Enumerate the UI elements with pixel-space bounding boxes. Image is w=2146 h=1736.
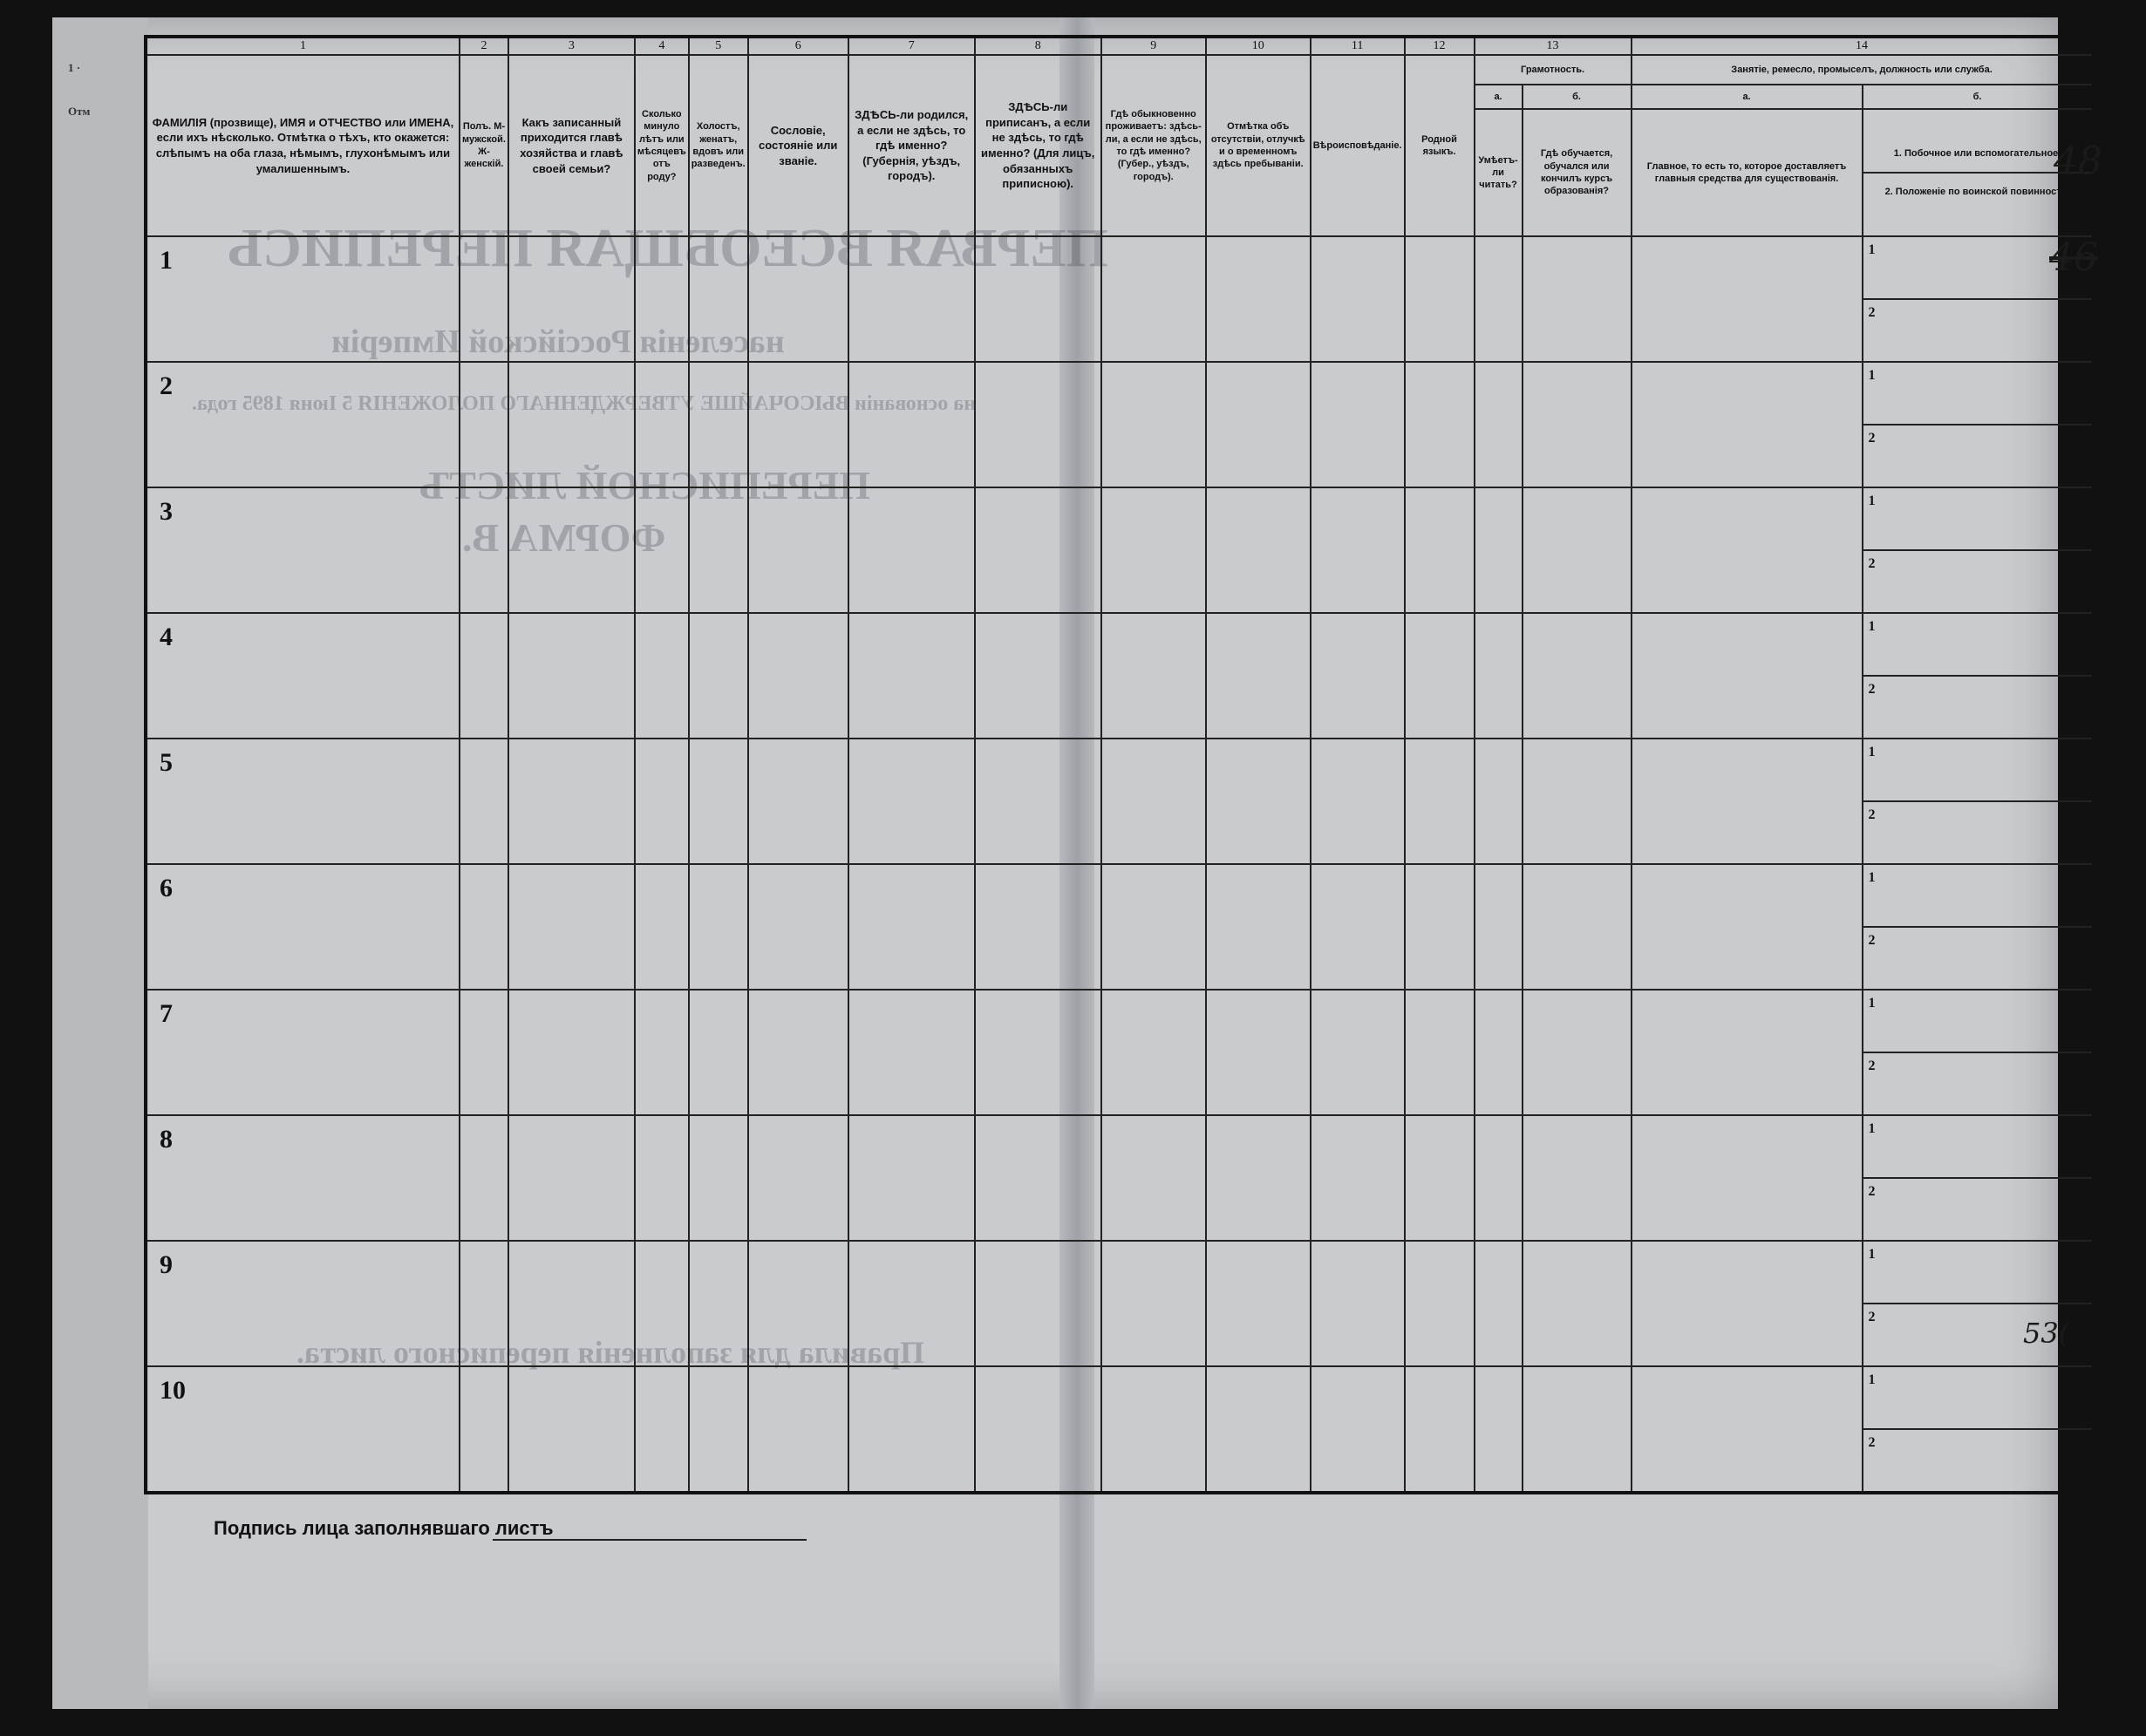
census-form-table xyxy=(144,35,2095,1494)
form-cell[interactable] xyxy=(848,362,975,487)
form-cell[interactable] xyxy=(975,487,1101,613)
form-cell[interactable] xyxy=(1632,1366,1863,1493)
form-cell[interactable] xyxy=(460,1115,508,1241)
table-row xyxy=(146,487,2094,550)
header-can-read: Умѣетъ-ли читать? xyxy=(1475,109,1523,236)
person-name-cell[interactable] xyxy=(146,487,460,613)
header-relation: Какъ записанный приходится главѣ хозяйства и главѣ своей семьи? xyxy=(508,55,635,236)
form-cell[interactable] xyxy=(635,236,689,362)
header-education: Гдѣ обучается, обучался или кончилъ курсъ образованія? xyxy=(1523,109,1632,236)
header-literacy-b: б. xyxy=(1523,85,1632,109)
left-margin-strip xyxy=(52,17,148,1709)
form-cell[interactable] xyxy=(975,1366,1101,1493)
sub-row-number: 2 xyxy=(1868,1310,1876,1324)
row-number: 10 xyxy=(160,1376,186,1405)
form-cell[interactable] xyxy=(1101,487,1206,613)
sub-row-number: 1 xyxy=(1868,1247,1876,1262)
ghost-title: ПЕРВАЯ ВСЕОБЩАЯ ПЕРЕПИСЬ xyxy=(227,219,1108,278)
form-cell[interactable] xyxy=(1311,1241,1405,1366)
sub-row-number: 2 xyxy=(1868,1184,1876,1199)
header-sex: Полъ. М-мужской. Ж-женскій. xyxy=(460,55,508,236)
form-cell[interactable] xyxy=(689,1241,748,1366)
form-cell[interactable] xyxy=(1206,739,1311,864)
form-cell[interactable] xyxy=(1405,864,1475,990)
form-cell[interactable] xyxy=(1101,739,1206,864)
form-cell[interactable] xyxy=(635,613,689,739)
form-cell[interactable] xyxy=(460,362,508,487)
form-cell[interactable] xyxy=(460,1366,508,1493)
col-num: 2 xyxy=(460,37,508,55)
form-cell[interactable] xyxy=(460,990,508,1115)
sub-row-number: 1 xyxy=(1868,1121,1876,1136)
secondary-occupation-cell[interactable] xyxy=(1863,362,2094,425)
form-cell[interactable] xyxy=(1405,236,1475,362)
form-cell[interactable] xyxy=(1206,1241,1311,1366)
sub-row-number: 1 xyxy=(1868,619,1876,634)
form-cell[interactable] xyxy=(975,1241,1101,1366)
header-occupation-b: б. xyxy=(1863,85,2094,109)
table-row xyxy=(146,864,2094,927)
form-cell[interactable] xyxy=(508,739,635,864)
header-age: Сколько минуло лѣтъ или мѣсяцевъ отъ роду? xyxy=(635,55,689,236)
form-cell[interactable] xyxy=(1405,613,1475,739)
form-cell[interactable] xyxy=(508,487,635,613)
header-main-occupation: Главное, то есть то, которое доставляетъ главныя средства для существованія. xyxy=(1632,109,1863,236)
form-cell[interactable] xyxy=(1206,990,1311,1115)
margin-fragment: Отм xyxy=(68,105,91,118)
military-status-cell[interactable] xyxy=(1863,676,2094,739)
header-secondary-1: 1. Побочное или вспомогательное. xyxy=(1863,135,2092,174)
form-cell[interactable] xyxy=(1475,362,1523,487)
form-cell[interactable] xyxy=(460,739,508,864)
form-cell[interactable] xyxy=(1101,1366,1206,1493)
form-cell[interactable] xyxy=(1311,739,1405,864)
person-name-cell[interactable] xyxy=(146,739,460,864)
col-num: 12 xyxy=(1405,37,1475,55)
form-cell[interactable] xyxy=(975,990,1101,1115)
military-status-cell[interactable] xyxy=(1863,1052,2094,1115)
secondary-occupation-cell[interactable] xyxy=(1863,864,2094,927)
form-cell[interactable] xyxy=(508,1366,635,1493)
form-cell[interactable] xyxy=(1405,739,1475,864)
form-cell[interactable] xyxy=(848,1115,975,1241)
form-cell[interactable] xyxy=(1523,1366,1632,1493)
form-cell[interactable] xyxy=(1311,487,1405,613)
form-cell[interactable] xyxy=(1523,487,1632,613)
form-cell[interactable] xyxy=(1101,1115,1206,1241)
signature-line[interactable] xyxy=(493,1539,807,1541)
secondary-occupation-cell[interactable] xyxy=(1863,613,2094,676)
form-cell[interactable] xyxy=(1311,362,1405,487)
sub-row-number: 2 xyxy=(1868,682,1876,697)
table-row xyxy=(146,236,2094,299)
form-cell[interactable] xyxy=(748,487,848,613)
header-birthplace: ЗДѢСЬ-ли родился, а если не здѣсь, то гдѣ именно? (Губернія, уѣздъ, городъ). xyxy=(848,55,975,236)
form-cell[interactable] xyxy=(1632,362,1863,487)
row-number: 7 xyxy=(160,999,173,1028)
form-cell[interactable] xyxy=(460,487,508,613)
person-name-cell[interactable] xyxy=(146,613,460,739)
form-cell[interactable] xyxy=(1632,1115,1863,1241)
form-cell[interactable] xyxy=(1311,236,1405,362)
form-cell[interactable] xyxy=(748,739,848,864)
secondary-occupation-cell[interactable] xyxy=(1863,739,2094,801)
form-cell[interactable] xyxy=(635,487,689,613)
header-name: ФАМИЛІЯ (прозвище), ИМЯ и ОТЧЕСТВО или ИМЕНА, если ихъ нѣсколько. Отмѣтка о тѣхъ, кто окажется: слѣпымъ на оба глаза, нѣмымъ, глухонѣмымъ или умалишеннымъ. xyxy=(146,55,460,236)
form-cell[interactable] xyxy=(1632,1241,1863,1366)
col-num: 1 xyxy=(146,37,460,55)
form-cell[interactable] xyxy=(848,236,975,362)
ghost-subtitle: населенія Россійской Имперіи xyxy=(331,323,785,360)
military-status-cell[interactable] xyxy=(1863,927,2094,990)
ghost-rules: Правила для заполненія переписного листа. xyxy=(296,1335,925,1370)
form-cell[interactable] xyxy=(508,613,635,739)
form-cell[interactable] xyxy=(975,362,1101,487)
col-num: 14 xyxy=(1632,37,2094,55)
form-cell[interactable] xyxy=(460,613,508,739)
form-cell[interactable] xyxy=(848,739,975,864)
form-cell[interactable] xyxy=(975,613,1101,739)
form-cell[interactable] xyxy=(748,1115,848,1241)
form-cell[interactable] xyxy=(1523,1241,1632,1366)
form-cell[interactable] xyxy=(635,1241,689,1366)
form-cell[interactable] xyxy=(689,613,748,739)
sub-row-number: 1 xyxy=(1868,494,1876,508)
header-absence: Отмѣтка объ отсутствіи, отлучкѣ и о временномъ здѣсь пребываніи. xyxy=(1206,55,1311,236)
person-name-cell[interactable] xyxy=(146,1366,460,1493)
form-cell[interactable] xyxy=(975,739,1101,864)
table-row xyxy=(146,1366,2094,1429)
sub-row-number: 1 xyxy=(1868,996,1876,1011)
ghost-form-b: ФОРМА В. xyxy=(462,515,666,560)
col-num: 5 xyxy=(689,37,748,55)
form-cell[interactable] xyxy=(1405,1115,1475,1241)
military-status-cell[interactable] xyxy=(1863,299,2094,362)
header-religion: Вѣроисповѣданіе. xyxy=(1311,55,1405,236)
form-cell[interactable] xyxy=(508,1115,635,1241)
form-cell[interactable] xyxy=(1101,990,1206,1115)
col-num: 10 xyxy=(1206,37,1311,55)
header-group-row xyxy=(146,55,2094,85)
form-cell[interactable] xyxy=(1101,236,1206,362)
row-number: 2 xyxy=(160,371,173,400)
table-row xyxy=(146,990,2094,1052)
form-cell[interactable] xyxy=(689,1366,748,1493)
form-cell[interactable] xyxy=(1523,739,1632,864)
header-residence: Гдѣ обыкновенно проживаетъ: здѣсь-ли, а если не здѣсь, то гдѣ именно? (Губер., уѣздъ, городъ). xyxy=(1101,55,1206,236)
form-cell[interactable] xyxy=(1101,864,1206,990)
sub-row-number: 1 xyxy=(1868,242,1876,257)
row-number: 3 xyxy=(160,497,173,526)
table-row xyxy=(146,739,2094,801)
person-name-cell[interactable] xyxy=(146,1115,460,1241)
header-occupation: Занятіе, ремесло, промыселъ, должность или служба. xyxy=(1632,55,2094,85)
form-cell[interactable] xyxy=(748,362,848,487)
form-cell[interactable] xyxy=(635,1366,689,1493)
form-cell[interactable] xyxy=(1632,739,1863,864)
form-cell[interactable] xyxy=(1311,613,1405,739)
col-num: 3 xyxy=(508,37,635,55)
form-cell[interactable] xyxy=(1475,1241,1523,1366)
secondary-occupation-cell[interactable] xyxy=(1863,1241,2094,1304)
form-cell[interactable] xyxy=(1206,1115,1311,1241)
header-language: Родной языкъ. xyxy=(1405,55,1475,236)
handwritten-crossed-number: 46 xyxy=(2049,235,2098,280)
col-num: 9 xyxy=(1101,37,1206,55)
table-row xyxy=(146,1241,2094,1304)
person-name-cell[interactable] xyxy=(146,990,460,1115)
row-number: 4 xyxy=(160,623,173,651)
form-cell[interactable] xyxy=(460,864,508,990)
table-row xyxy=(146,362,2094,425)
form-cell[interactable] xyxy=(1206,236,1311,362)
form-cell[interactable] xyxy=(1523,1115,1632,1241)
form-cell[interactable] xyxy=(975,1115,1101,1241)
form-cell[interactable] xyxy=(848,990,975,1115)
form-cell[interactable] xyxy=(748,236,848,362)
form-cell[interactable] xyxy=(1101,613,1206,739)
header-literacy: Грамотность. xyxy=(1475,55,1632,85)
form-cell[interactable] xyxy=(1405,362,1475,487)
form-cell[interactable] xyxy=(635,739,689,864)
form-cell[interactable] xyxy=(1475,1366,1523,1493)
military-status-cell[interactable] xyxy=(1863,1178,2094,1241)
form-cell[interactable] xyxy=(1632,990,1863,1115)
form-cell[interactable] xyxy=(1311,864,1405,990)
sub-row-number: 2 xyxy=(1868,933,1876,948)
header-literacy-a: а. xyxy=(1475,85,1523,109)
form-cell[interactable] xyxy=(1405,1366,1475,1493)
form-cell[interactable] xyxy=(1475,739,1523,864)
person-rows xyxy=(146,236,2094,1493)
military-status-cell[interactable] xyxy=(1863,550,2094,613)
form-cell[interactable] xyxy=(508,362,635,487)
signature-label: Подпись лица заполнявшаго листъ xyxy=(214,1517,554,1539)
sub-row-number: 1 xyxy=(1868,745,1876,759)
form-cell[interactable] xyxy=(1475,613,1523,739)
person-name-cell[interactable] xyxy=(146,236,460,362)
form-cell[interactable] xyxy=(1475,864,1523,990)
form-cell[interactable] xyxy=(1475,487,1523,613)
form-cell[interactable] xyxy=(1475,236,1523,362)
form-cell[interactable] xyxy=(1311,990,1405,1115)
handwritten-page-number: 48 xyxy=(2054,140,2102,184)
form-cell[interactable] xyxy=(975,864,1101,990)
row-number: 9 xyxy=(160,1250,173,1279)
form-cell[interactable] xyxy=(1101,1241,1206,1366)
form-cell[interactable] xyxy=(1101,362,1206,487)
form-cell[interactable] xyxy=(1475,990,1523,1115)
form-cell[interactable] xyxy=(1475,1115,1523,1241)
column-number-row xyxy=(146,37,2094,55)
secondary-occupation-cell[interactable] xyxy=(1863,487,2094,550)
col-num: 11 xyxy=(1311,37,1405,55)
form-cell[interactable] xyxy=(975,236,1101,362)
form-cell[interactable] xyxy=(1632,613,1863,739)
form-cell[interactable] xyxy=(1206,864,1311,990)
sub-row-number: 1 xyxy=(1868,1372,1876,1387)
sub-row-number: 2 xyxy=(1868,1059,1876,1073)
sub-row-number: 1 xyxy=(1868,870,1876,885)
row-number: 1 xyxy=(160,246,173,275)
header-registration: ЗДѢСЬ-ли приписанъ, а если не здѣсь, то гдѣ именно? (Для лицъ, обязанныхъ приписною). xyxy=(975,55,1101,236)
form-cell[interactable] xyxy=(1206,487,1311,613)
sub-row-number: 2 xyxy=(1868,305,1876,320)
form-cell[interactable] xyxy=(748,864,848,990)
margin-fragment: 1 · xyxy=(68,61,81,74)
form-cell[interactable] xyxy=(748,1366,848,1493)
form-cell[interactable] xyxy=(508,864,635,990)
table-row xyxy=(146,1115,2094,1178)
military-status-cell[interactable] xyxy=(1863,425,2094,487)
form-cell[interactable] xyxy=(748,1241,848,1366)
sub-row-number: 2 xyxy=(1868,807,1876,822)
form-cell[interactable] xyxy=(748,990,848,1115)
ghost-basis: на основаніи ВЫСОЧАЙШЕ УТВЕРЖДЕННАГО ПОЛОЖЕНІЯ 5 Іюня 1895 года. xyxy=(192,392,977,415)
form-cell[interactable] xyxy=(508,990,635,1115)
person-name-cell[interactable] xyxy=(146,362,460,487)
form-cell[interactable] xyxy=(1523,236,1632,362)
header-military: 2. Положеніе по воинской повинности. xyxy=(1884,187,2070,197)
handwritten-margin-number: 53( xyxy=(2023,1317,2070,1350)
col-num: 6 xyxy=(748,37,848,55)
military-status-cell[interactable] xyxy=(1863,1429,2094,1493)
header-estate: Сословіе, состояніе или званіе. xyxy=(748,55,848,236)
form-cell[interactable] xyxy=(1311,1366,1405,1493)
form-cell[interactable] xyxy=(508,1241,635,1366)
person-name-cell[interactable] xyxy=(146,1241,460,1366)
form-cell[interactable] xyxy=(689,990,748,1115)
form-cell[interactable] xyxy=(848,613,975,739)
form-cell[interactable] xyxy=(1311,1115,1405,1241)
form-cell[interactable] xyxy=(689,362,748,487)
form-cell[interactable] xyxy=(748,613,848,739)
form-cell[interactable] xyxy=(689,739,748,864)
form-cell[interactable] xyxy=(1523,613,1632,739)
form-cell[interactable] xyxy=(635,362,689,487)
col-num: 4 xyxy=(635,37,689,55)
col-num: 13 xyxy=(1475,37,1632,55)
form-cell[interactable] xyxy=(1632,487,1863,613)
form-cell[interactable] xyxy=(689,864,748,990)
ghost-form: ПЕРЕПИСНОЙ ЛИСТЪ xyxy=(419,463,871,507)
form-cell[interactable] xyxy=(460,1241,508,1366)
col-num: 8 xyxy=(975,37,1101,55)
form-cell[interactable] xyxy=(1523,864,1632,990)
military-status-cell[interactable] xyxy=(1863,801,2094,864)
form-cell[interactable] xyxy=(1523,362,1632,487)
sub-row-number: 2 xyxy=(1868,1435,1876,1450)
form-cell[interactable] xyxy=(848,487,975,613)
form-cell[interactable] xyxy=(508,236,635,362)
form-cell[interactable] xyxy=(1523,990,1632,1115)
form-cell[interactable] xyxy=(689,1115,748,1241)
row-number: 8 xyxy=(160,1125,173,1154)
form-cell[interactable] xyxy=(1405,1241,1475,1366)
form-cell[interactable] xyxy=(848,864,975,990)
form-cell[interactable] xyxy=(848,1366,975,1493)
header-occupation-a: а. xyxy=(1632,85,1863,109)
form-cell[interactable] xyxy=(1405,990,1475,1115)
person-name-cell[interactable] xyxy=(146,864,460,990)
form-cell[interactable] xyxy=(1206,613,1311,739)
sub-row-number: 1 xyxy=(1868,368,1876,383)
form-cell[interactable] xyxy=(635,864,689,990)
form-cell[interactable] xyxy=(1632,236,1863,362)
form-cell[interactable] xyxy=(1206,1366,1311,1493)
form-cell[interactable] xyxy=(1632,864,1863,990)
sub-row-number: 2 xyxy=(1868,556,1876,571)
secondary-occupation-cell[interactable] xyxy=(1863,990,2094,1052)
table-row xyxy=(146,613,2094,676)
form-cell[interactable] xyxy=(1206,362,1311,487)
form-cell[interactable] xyxy=(460,236,508,362)
form-cell[interactable] xyxy=(1405,487,1475,613)
form-cell[interactable] xyxy=(635,1115,689,1241)
secondary-occupation-cell[interactable] xyxy=(1863,1366,2094,1429)
form-cell[interactable] xyxy=(848,1241,975,1366)
header-marital: Холостъ, женатъ, вдовъ или разведенъ. xyxy=(689,55,748,236)
sub-row-number: 2 xyxy=(1868,431,1876,446)
secondary-occupation-cell[interactable] xyxy=(1863,1115,2094,1178)
form-cell[interactable] xyxy=(635,990,689,1115)
col-num: 7 xyxy=(848,37,975,55)
row-number: 6 xyxy=(160,874,173,902)
row-number: 5 xyxy=(160,748,173,777)
form-cell[interactable] xyxy=(689,487,748,613)
form-cell[interactable] xyxy=(689,236,748,362)
